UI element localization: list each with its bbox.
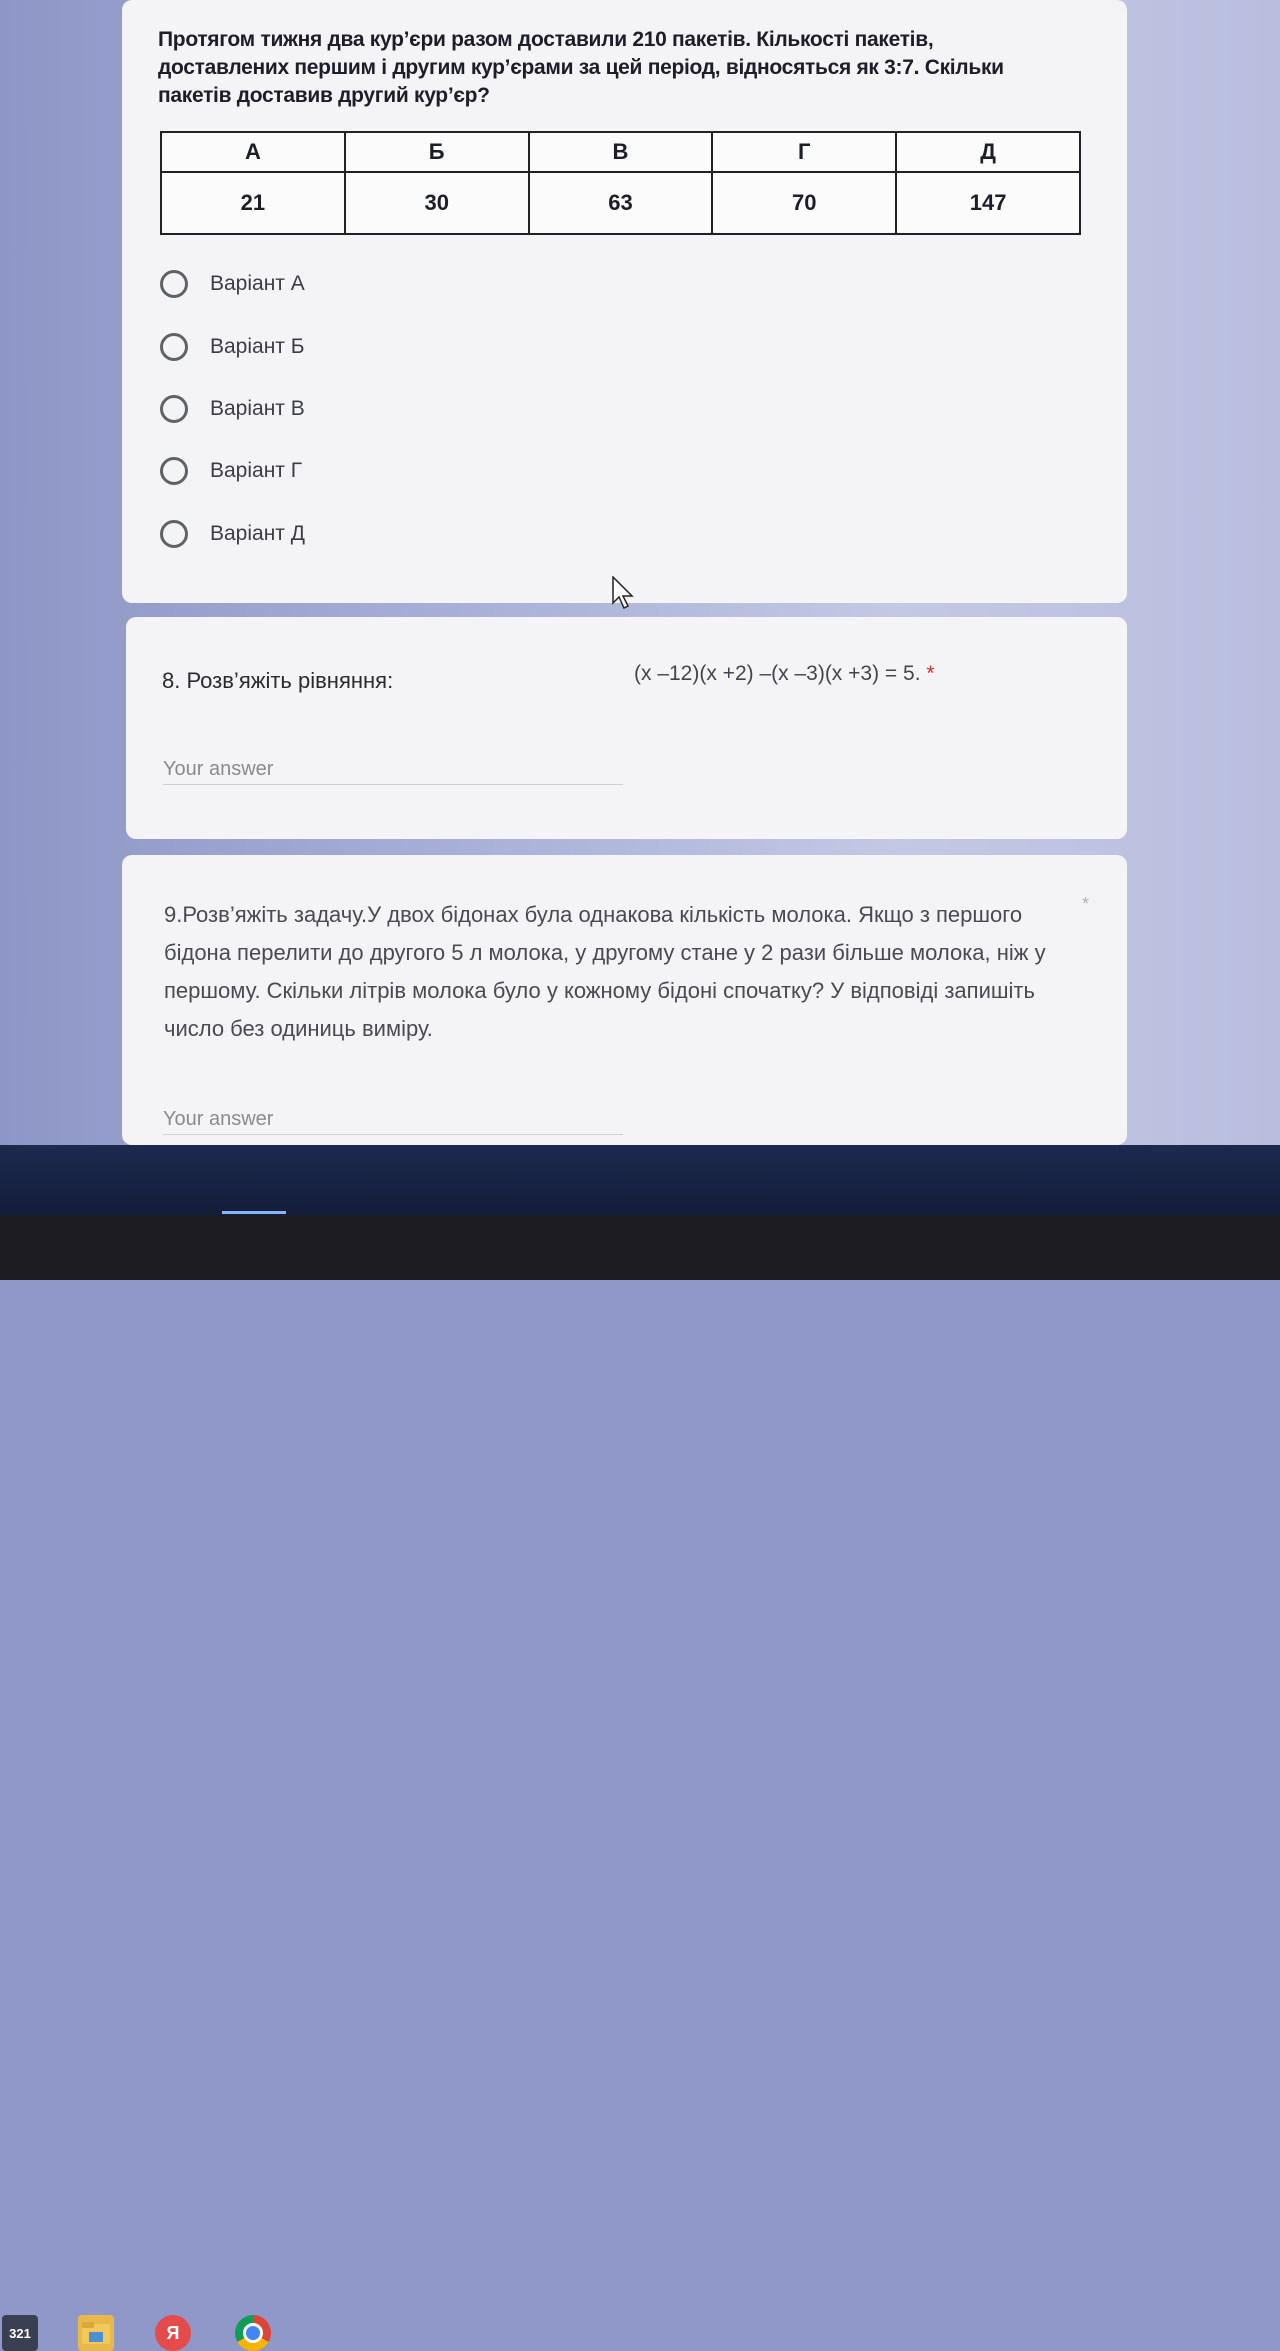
required-mark: * bbox=[926, 662, 935, 685]
radio-button[interactable] bbox=[160, 270, 188, 298]
required-mark: * bbox=[1082, 894, 1090, 914]
radio-option-d[interactable] bbox=[160, 520, 305, 548]
question-card-8 bbox=[126, 617, 1127, 839]
mouse-cursor-icon bbox=[612, 576, 636, 610]
answer-options-table bbox=[160, 131, 1081, 235]
chrome-center bbox=[243, 2323, 263, 2343]
table-value-v: 63 bbox=[529, 172, 713, 234]
radio-button[interactable] bbox=[160, 333, 188, 361]
radio-label: Варіант Г bbox=[210, 459, 303, 482]
equation-text: (x –12)(x +2) –(x –3)(x +3) = 5. bbox=[634, 662, 921, 685]
file-explorer-icon[interactable] bbox=[78, 2315, 114, 2351]
active-app-indicator bbox=[222, 1211, 286, 1214]
radio-button[interactable] bbox=[160, 520, 188, 548]
calendar-label: 321 bbox=[9, 2325, 31, 2341]
radio-option-a[interactable] bbox=[160, 270, 305, 298]
question-9-text: 9.Розв’яжіть задачу.У двох бідонах була однакова кількість молока. Якщо з першого бідона перелити до другого 5 л молока, у другому стане у 2 рази більше молока, ніж у першому. Скільки літрів молока було у кожному бідоні спочатку? У відповіді запишіть число без одиниць виміру. bbox=[164, 902, 1046, 1041]
table-header-v: В bbox=[529, 132, 713, 172]
table-value-a: 21 bbox=[161, 172, 345, 234]
chrome-icon[interactable] bbox=[235, 2315, 271, 2351]
radio-label: Варіант Д bbox=[210, 522, 305, 545]
radio-label: Варіант Б bbox=[210, 335, 305, 358]
table-value-d: 147 bbox=[896, 172, 1080, 234]
radio-option-g[interactable] bbox=[160, 457, 302, 485]
table-header-a: А bbox=[161, 132, 345, 172]
folder-icon bbox=[81, 2320, 111, 2346]
yandex-label: Я bbox=[166, 2322, 180, 2343]
table-header-g: Г bbox=[712, 132, 896, 172]
table-header-b: Б bbox=[345, 132, 529, 172]
monitor-bezel bbox=[0, 1215, 1280, 1280]
yandex-browser-icon[interactable] bbox=[155, 2315, 191, 2351]
question-8-equation bbox=[634, 662, 935, 686]
question-8-answer-input[interactable] bbox=[163, 754, 623, 785]
browser-viewport bbox=[0, 0, 1280, 1145]
table-value-b: 30 bbox=[345, 172, 529, 234]
question-7-text: Протягом тижня два кур’єри разом доставили 210 пакетів. Кількості пакетів, доставлених першим і другим кур’єрами за цей період, відносяться як 3:7. Скільки пакетів доставив другий кур’єр? bbox=[158, 28, 1004, 107]
radio-button[interactable] bbox=[160, 395, 188, 423]
table-value-g: 70 bbox=[712, 172, 896, 234]
table-header-d: Д bbox=[896, 132, 1080, 172]
calendar-icon[interactable] bbox=[2, 2315, 38, 2351]
radio-option-b[interactable] bbox=[160, 333, 305, 361]
taskbar bbox=[0, 1145, 1280, 2343]
radio-label: Варіант В bbox=[210, 397, 305, 420]
radio-button[interactable] bbox=[160, 457, 188, 485]
radio-label: Варіант А bbox=[210, 272, 305, 295]
question-9-answer-input[interactable] bbox=[163, 1104, 623, 1135]
radio-option-v[interactable] bbox=[160, 395, 305, 423]
question-8-title: 8. Розв’яжіть рівняння: bbox=[162, 668, 394, 693]
